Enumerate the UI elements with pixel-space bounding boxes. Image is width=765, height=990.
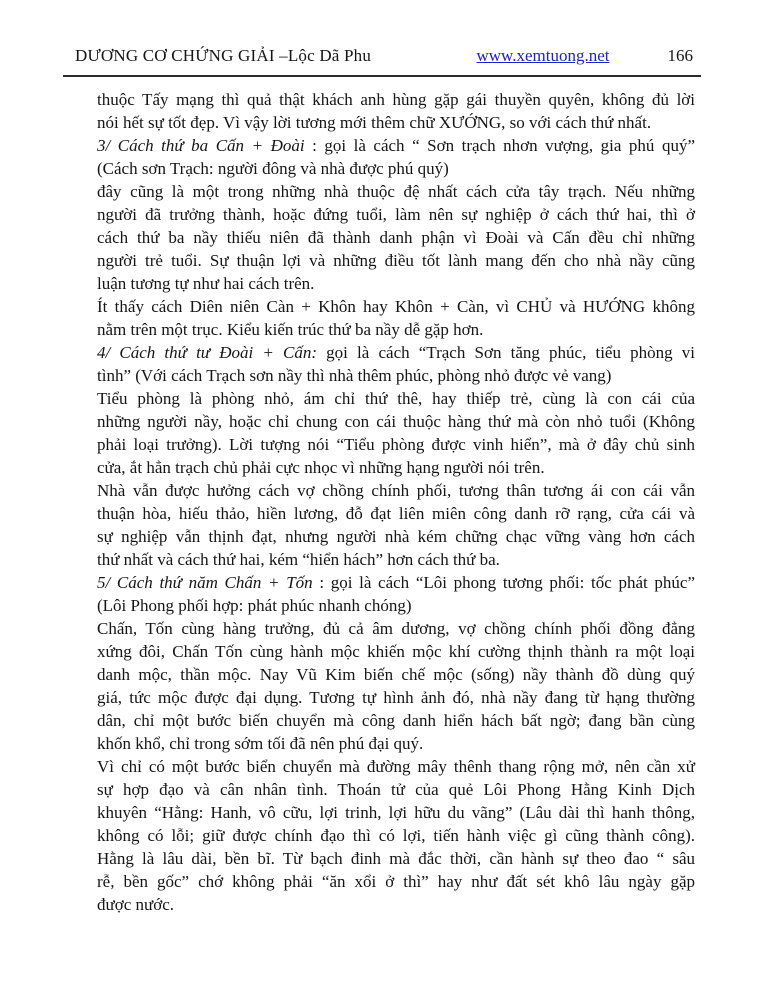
text-line (97, 272, 695, 295)
text-line (97, 870, 695, 893)
body-text-segment: Vì chỉ có một bước biển chuyển mà đường mây thênh thang rộng mở, nên cần xử (97, 757, 695, 776)
text-line (97, 134, 695, 157)
body-text-segment: đây cũng là một trong những nhà thuộc đệ nhất cách cửa tây trạch. Nếu những (97, 182, 695, 201)
header-divider (63, 75, 701, 77)
body-text-segment: rễ, bền gốc” chớ không phải “ăn xổi ở thì” hay như đất sét khô lâu ngày gặp (97, 872, 695, 891)
text-line (97, 203, 695, 226)
section-heading-text: 5/ Cách thứ năm Chấn + Tốn (97, 573, 313, 592)
text-line (97, 778, 695, 801)
text-line (97, 525, 695, 548)
text-line (97, 686, 695, 709)
body-text-segment: người trẻ tuổi. Sự thuận lợi và những điều tốt lành mang đến cho nhà nầy cũng (97, 251, 695, 270)
section-heading-text: 4/ Cách thứ tư Đoài + Cấn: (97, 343, 318, 362)
text-line (97, 410, 695, 433)
text-line (97, 433, 695, 456)
section-heading-text: 3/ Cách thứ ba Cấn + Đoài (97, 136, 305, 155)
body-text-segment: sự nghiệp vẫn thịnh đạt, nhưng người nhà kém chững chạc vững vàng hơn cách (97, 527, 695, 546)
text-line (97, 226, 695, 249)
text-line (97, 594, 695, 617)
body-text-segment: Ít thấy cách Diên niên Càn + Khôn hay Khôn + Càn, vì CHỦ và HƯỚNG không (97, 297, 695, 316)
body-text-segment: Nhà vẫn được hưởng cách vợ chồng chính phối, tương thân tương ái con cái vẫn (97, 481, 695, 500)
body-text-segment: luận tương tự như hai cách trên. (97, 274, 315, 293)
body-text-segment: thuận hòa, hiếu thảo, hiền lương, đỗ đạt liên miên công danh rỡ rạng, cửa cái và (97, 504, 695, 523)
body-text-segment: thứ nhất và cách thứ hai, kém “hiển hách” hơn cách thứ ba. (97, 550, 500, 569)
body-text-segment: khốn khổ, chỉ trong sớm tối đã nên phú đại quý. (97, 734, 424, 753)
text-line (97, 387, 695, 410)
text-line (97, 663, 695, 686)
text-line (97, 318, 695, 341)
text-line (97, 548, 695, 571)
text-line (97, 824, 695, 847)
text-line (97, 640, 695, 663)
text-body (97, 88, 695, 916)
text-line (97, 111, 695, 134)
document-title: DƯƠNG CƠ CHỨNG GIẢI –Lộc Dã Phu (75, 46, 372, 65)
body-text-segment: khuyên “Hằng: Hanh, vô cữu, lợi trinh, lợi hữu du vãng” (Lâu dài thì hanh thông, (97, 803, 695, 822)
body-text-segment: nói hết sự tốt đẹp. Vì vậy lời tương mới thêm chữ XƯỚNG, so với cách thứ nhất. (97, 113, 652, 132)
page-number: 166 (667, 46, 693, 65)
body-text-segment: Hằng là lâu dài, bền bĩ. Từ bạch đinh mà đắc thời, cần hành sự theo đao “ sâu (97, 849, 695, 868)
body-text-segment: cửa, ắt hẳn trạch chủ phải cực nhọc vì những hạng người nói trên. (97, 458, 545, 477)
text-line (97, 249, 695, 272)
body-text-segment: không có lỗi; giữ được chính đạo thì có lợi, tiến hành việc gì cũng thành công). (97, 826, 695, 845)
body-text-segment: tình” (Với cách Trạch sơn nầy thì nhà thêm phúc, phòng nhỏ được vẻ vang) (97, 366, 612, 385)
body-text-segment: xứng đôi, Chấn Tốn cùng hành mộc khiến mộc khí cường thịnh thành ra một loại (97, 642, 695, 661)
text-line (97, 157, 695, 180)
page-header (0, 0, 765, 66)
body-text-segment: người đã trưởng thành, hoặc đứng tuổi, làm nên sự nghiệp ở cách thứ hai, thì ở (97, 205, 695, 224)
body-text-segment: nằm trên một trục. Kiểu kiến trúc thứ ba nầy dễ gặp hơn. (97, 320, 484, 339)
text-line (97, 180, 695, 203)
text-line (97, 847, 695, 870)
body-text-segment: Tiểu phòng là phòng nhỏ, ám chỉ thứ thê, hay thiếp trẻ, cùng là con cái của (97, 389, 695, 408)
body-text-segment: (Lôi Phong phối hợp: phát phúc nhanh chóng) (97, 596, 412, 615)
body-text-segment: gọi là cách “Trạch Sơn tăng phúc, tiểu phòng vi (317, 343, 696, 362)
body-text-segment: giá, tức mộc được đại dụng. Tương tự hình ảnh đó, nhà nầy đang từ hạng thường (97, 688, 695, 707)
body-text-segment: thuộc Tấy mạng thì quả thật khách anh hùng gặp gái thuyền quyên, không đủ lời (97, 90, 695, 109)
text-line (97, 502, 695, 525)
body-text-segment: : gọi là cách “Lôi phong tương phối: tốc phát phúc” (312, 573, 695, 592)
body-text-segment: sự hợp đạo và cân nhân tình. Thoán tử của quẻ Lôi Phong Hằng Kinh Dịch (97, 780, 695, 799)
body-text-segment: phải loại trưởng). Lời tượng nói “Tiểu phòng được vinh hiển”, mà ở đây chủ sinh (97, 435, 695, 454)
body-text-segment: được nước. (97, 895, 174, 914)
text-line (97, 295, 695, 318)
text-line (97, 571, 695, 594)
body-text-segment: danh mộc, thần mộc. Nay Vũ Kim biến chế mộc (sống) nầy thành đồ dùng quý (97, 665, 695, 684)
body-text-segment: những người nầy, hoặc chỉ chung con cái thuộc hàng thứ mà còn nhỏ tuổi (Không (97, 412, 695, 431)
body-text-segment: Chấn, Tốn cùng hàng trưởng, đủ cả âm dương, vợ chồng chính phối đồng đẳng (97, 619, 695, 638)
text-line (97, 893, 695, 916)
text-line (97, 617, 695, 640)
body-text-segment: cách thứ ba nầy thiếu niên đã thành danh phận vì Đoài và Cấn đều chỉ những (97, 228, 695, 247)
text-line (97, 709, 695, 732)
text-line (97, 755, 695, 778)
text-line (97, 88, 695, 111)
text-line (97, 732, 695, 755)
body-text-segment: dân, chỉ một bước biến chuyển mà công danh hiển hách bất ngờ; đang bần cùng (97, 711, 695, 730)
text-line (97, 801, 695, 824)
text-line (97, 479, 695, 502)
text-line (97, 364, 695, 387)
text-line (97, 341, 695, 364)
website-link[interactable]: www.xemtuong.net (476, 46, 610, 65)
body-text-segment: : gọi là cách “ Sơn trạch nhơn vượng, gia phú quý” (304, 136, 696, 155)
body-text-segment: (Cách sơn Trạch: người đông và nhà được phú quý) (97, 159, 449, 178)
text-line (97, 456, 695, 479)
